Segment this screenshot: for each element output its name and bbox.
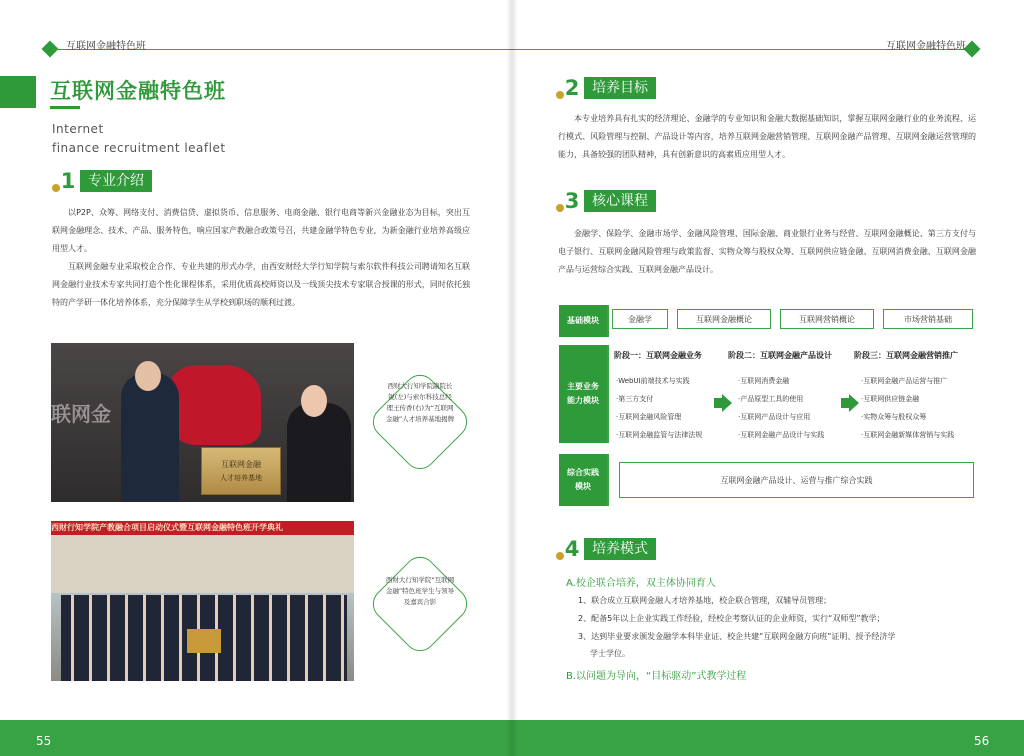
section-number-text: 4 [564, 537, 580, 561]
section-number [562, 77, 582, 99]
main-module-label-line2: 能力模块 [567, 396, 599, 405]
gold-dot-icon [52, 184, 60, 192]
intro-paragraph-1: 以P2P、众筹、网络支付、消费信贷、虚拟货币、信息服务、电商金融、银行电商等新兴金融业态为目标，突出互联网金融理念、技术、产品、服务特色，响应国家产教融合政策号召，共建金融学特色专业，为新金融行业培养高级应用型人才。 [52, 208, 470, 253]
mode-subheading-b: B.以问题为导向，“目标驱动”式教学过程 [566, 671, 747, 682]
red-cloth [169, 365, 261, 445]
section-heading-goals [562, 77, 656, 99]
caption-2: 西财大行知学院“互联网金融”特色班学生与领导及嘉宾合影 [385, 576, 455, 606]
stage-3-title: 阶段三：互联网金融营销推广 [854, 351, 958, 360]
goals-paragraph: 本专业培养具有扎实的经济理论、金融学的专业知识和金融大数据基础知识，掌握互联网金融行业的业务流程、运行模式、风险管理与控制、产品设计等内容，培养互联网金融营销管理、互联网金融产品管理、互联网金融运营管理的能力，具备较强的团队精神，具有创新意识的高素质应用型人才。 [558, 114, 976, 159]
photo-banner: 西财行知学院产教融合项目启动仪式暨互联网金融特色班开学典礼 [51, 521, 354, 535]
gold-dot-icon [556, 552, 564, 560]
mode-subheading-a: A.校企联合培养，双主体协同育人 [566, 578, 716, 589]
plaque-line1: 互联网金融 [221, 460, 261, 469]
practice-module-label-line1: 综合实践 [567, 468, 599, 477]
person-right [287, 403, 351, 502]
person-right-face [301, 385, 327, 417]
arrow-right-icon [714, 398, 722, 408]
english-subtitle-line2: finance recruitment leaflet [52, 141, 226, 155]
page-title: 互联网金融特色班 [50, 79, 226, 103]
gold-dot-icon [556, 204, 564, 212]
section-number-text: 3 [564, 189, 580, 213]
arrow-right-icon [841, 398, 849, 408]
basic-module-label: 基础模块 [559, 305, 607, 337]
photo-group [51, 521, 354, 681]
book-spine-shadow [506, 0, 518, 756]
practice-module-label [559, 454, 607, 506]
photo-unveiling [51, 343, 354, 502]
intro-paragraph-2: 互联网金融专业采取校企合作、专业共建的形式办学，由西安财经大学行知学院与索尔软件科技公司聘请知名互联网金融行业技术专家共同打造个性化课程体系，采用优质高校师资以及一线顶尖技术专家联合授课的形式，同时依托独特的产学研一体化培养体系，充分保障学生从学校到职场的顺利过渡。 [52, 262, 470, 307]
section-heading-intro [58, 170, 152, 192]
basic-module-bar [607, 305, 609, 337]
stage-3-item: ·实物众筹与股权众筹 [861, 413, 927, 421]
gold-plaque [201, 447, 281, 495]
basic-item-3: 市场营销基础 [883, 309, 973, 329]
section-number [562, 190, 582, 212]
title-underline [50, 106, 80, 109]
section-label: 培养目标 [584, 77, 656, 99]
stage-2-item: ·产品原型工具的使用 [738, 395, 804, 403]
practice-module-label-line2: 模块 [575, 482, 591, 491]
section-label: 核心课程 [584, 190, 656, 212]
stage-2-item: ·互联网消费金融 [738, 377, 790, 385]
gold-dot-icon [556, 91, 564, 99]
section-label: 培养模式 [584, 538, 656, 560]
mode-list-item: 2、配备5年以上企业实践工作经验，经校企考察认证的企业师资，实行“双师型”教学； [578, 614, 885, 623]
header-title-left: 互联网金融特色班 [66, 41, 146, 52]
mode-list-item: 学士学位。 [590, 649, 630, 658]
group-plaque [187, 629, 221, 653]
header-title-right: 互联网金融特色班 [886, 41, 966, 52]
section-heading-mode [562, 538, 656, 560]
mode-list-item: 1、联合成立互联网金融人才培养基地，校企联合管理，双辅导员管理； [578, 596, 832, 605]
section-heading-courses [562, 190, 656, 212]
person-left-face [135, 361, 161, 391]
stage-1-item: ·互联网金融风险管理 [616, 413, 682, 421]
main-module-bar [607, 345, 609, 443]
stage-2-item: ·互联网产品设计与应用 [738, 413, 811, 421]
caption-1: 西财大行知学院副院长锐(左)与索尔科技总经理王传香(右)为“互联网金融”人才培养基地揭牌 [385, 382, 455, 423]
practice-item: 互联网金融产品设计、运营与推广综合实践 [619, 462, 974, 498]
courses-paragraph: 金融学、保险学、金融市场学、金融风险管理、国际金融、商业银行业务与经营、互联网金融概论、第三方支付与电子银行、互联网金融风险管理与政策监督、实物众筹与股权众筹、互联网供应链金融、互联网消费金融、互联网金融产品与运营综合实践、互联网金融产品设计。 [558, 229, 976, 274]
section-number-text: 2 [564, 76, 580, 100]
basic-item-1: 互联网金融概论 [677, 309, 771, 329]
footer-bar-right [512, 720, 1024, 756]
basic-item-2: 互联网营销概论 [780, 309, 874, 329]
page-number-right: 56 [974, 734, 990, 748]
stage-1-item: ·互联网金融监管与法律法规 [616, 431, 703, 439]
section-number [562, 538, 582, 560]
stage-1-item: ·第三方支付 [616, 395, 654, 403]
english-subtitle-line1: Internet [52, 122, 104, 136]
stage-3-item: ·互联网金融新媒体营销与实践 [861, 431, 955, 439]
building [51, 535, 354, 593]
stage-3-item: ·互联网金融产品运营与推广 [861, 377, 948, 385]
header-diamond-icon-right [964, 41, 981, 58]
mode-list-item: 3、达到毕业要求颁发金融学本科毕业证、校企共建“互联网金融方向班”证明、授予经济学 [578, 632, 896, 641]
arrow-right-icon-head [722, 394, 732, 412]
section-number-text: 1 [60, 169, 76, 193]
photo-backdrop-text: 联网金 [51, 402, 111, 426]
main-module-label [559, 345, 607, 443]
section-number [58, 170, 78, 192]
right-page [512, 0, 1024, 756]
stage-3-item: ·互联网供应链金融 [861, 395, 920, 403]
practice-module-bar [607, 454, 609, 506]
plaque-line2: 人才培养基地 [220, 474, 262, 482]
stage-1-title: 阶段一：互联网金融业务 [614, 351, 702, 360]
title-accent-bar [0, 76, 36, 108]
basic-item-0: 金融学 [612, 309, 668, 329]
stage-2-item: ·互联网金融产品设计与实践 [738, 431, 825, 439]
arrow-right-icon-head [849, 394, 859, 412]
stage-1-item: ·WebUI前端技术与实践 [616, 377, 690, 385]
stage-2-title: 阶段二：互联网金融产品设计 [728, 351, 832, 360]
footer-bar [0, 720, 512, 756]
main-module-label-line1: 主要业务 [567, 382, 599, 391]
person-left [121, 373, 179, 502]
section-label: 专业介绍 [80, 170, 152, 192]
page-number-left: 55 [36, 734, 52, 748]
